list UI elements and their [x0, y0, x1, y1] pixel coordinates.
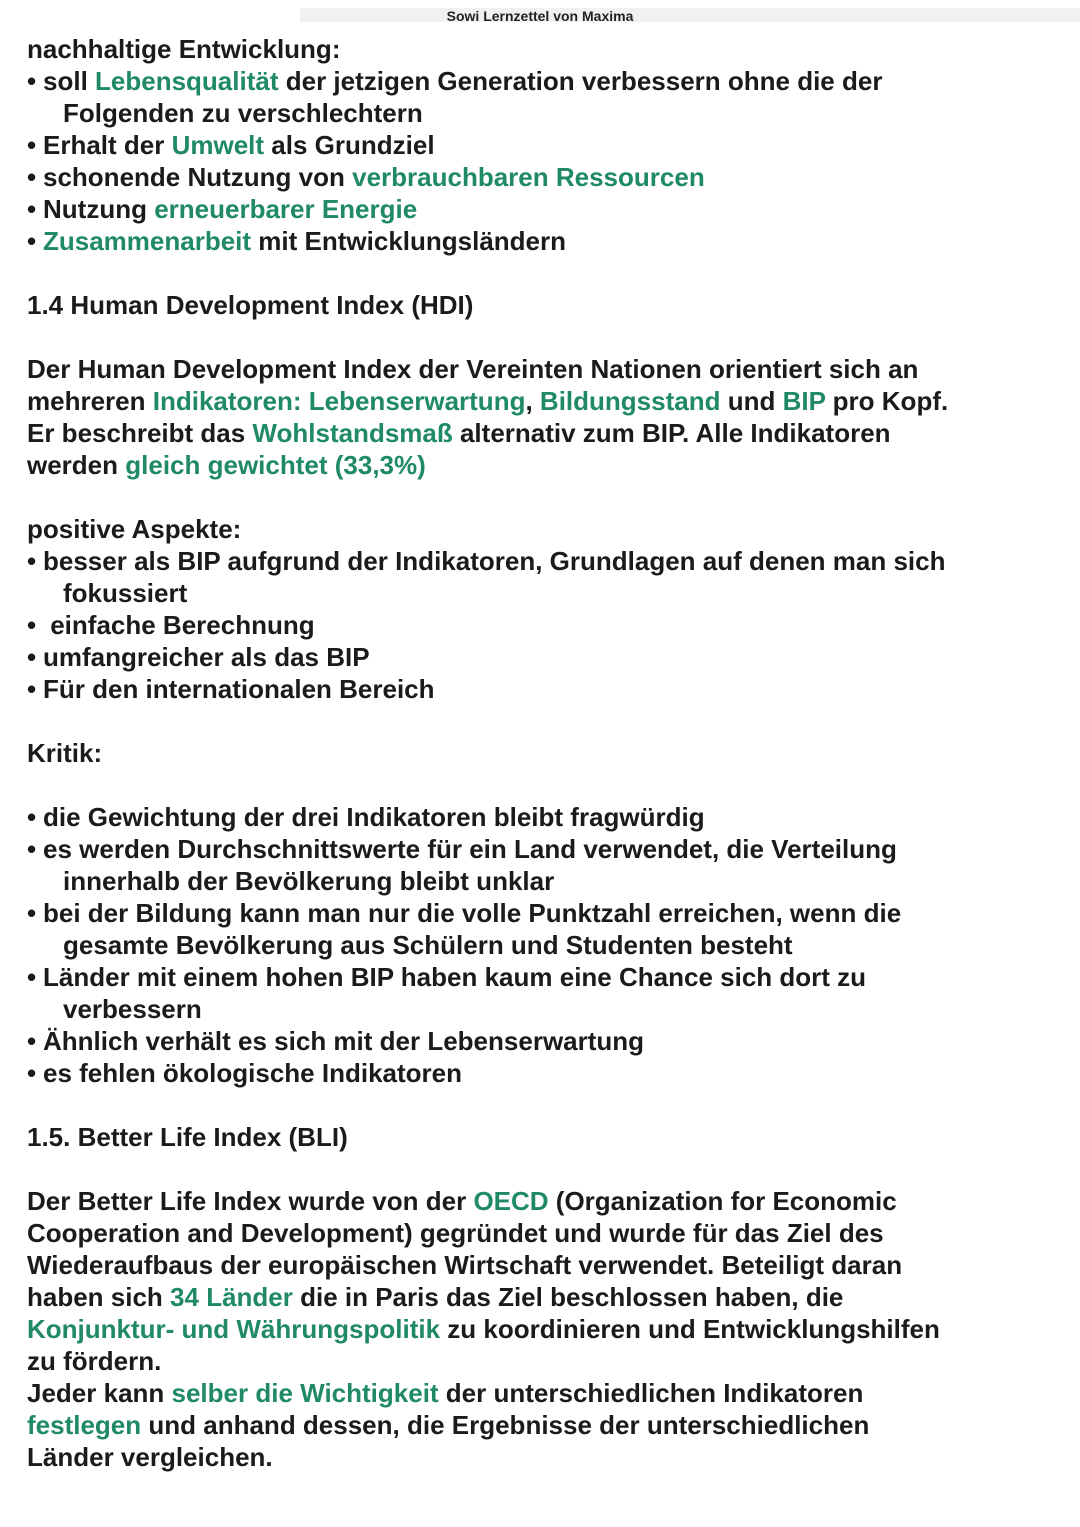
list-item-continuation: verbessern [63, 994, 202, 1024]
bli-paragraph-2: Jeder kann selber die Wichtigkeit der unterschiedlichen Indikatoren festlegen und anhand dessen, die Ergebnisse der unterschiedlichen Länder vergleichen. [27, 1378, 870, 1472]
hdi-paragraph: Der Human Development Index der Vereinten Nationen orientiert sich an mehreren Indikatoren: Lebenserwartung, Bildungsstand und BIP pro Kopf. Er beschreibt das Wohlstandsmaß alternativ zum BIP. Alle Indikatoren werden gleich gewichtet (33,3%) [27, 354, 949, 480]
sustainability-heading: nachhaltige Entwicklung: [27, 34, 341, 64]
bullet-icon: • [27, 66, 37, 96]
list-item: • Ähnlich verhält es sich mit der Lebenserwartung [27, 1026, 645, 1056]
bullet-icon: • [27, 1058, 37, 1088]
list-item: • es werden Durchschnittswerte für ein Land verwendet, die Verteilung innerhalb der Bevölkerung bleibt unklar [27, 834, 897, 896]
criticism-heading: Kritik: [27, 738, 103, 768]
bullet-icon: • [27, 194, 37, 224]
bullet-icon: • [27, 226, 37, 256]
bli-paragraph-1: Der Better Life Index wurde von der OECD (Organization for Economic Cooperation and Development) gegründet und wurde für das Ziel des Wiederaufbaus der europäischen Wirtschaft verwendet. Beteiligt daran haben sich 34 Länder die in Paris das Ziel beschlossen haben, die Konjunktur- und Währungspolitik zu koordinieren und Entwicklungshilfen zu fördern. [27, 1186, 940, 1376]
list-item: • Nutzung erneuerbarer Energie [27, 194, 418, 224]
list-item: • Erhalt der Umwelt als Grundziel [27, 130, 435, 160]
list-item-continuation: innerhalb der Bevölkerung bleibt unklar [63, 866, 555, 896]
bullet-icon: • [27, 546, 37, 576]
list-item: • besser als BIP aufgrund der Indikatoren, Grundlagen auf denen man sich fokussiert [27, 546, 946, 608]
header-title: Sowi Lernzettel von Maxima [446, 8, 634, 24]
list-item: • umfangreicher als das BIP [27, 642, 370, 672]
bullet-icon: • [27, 962, 37, 992]
list-item: • Für den internationalen Bereich [27, 674, 435, 704]
document-content [27, 33, 1067, 1473]
bullet-icon: • [27, 674, 37, 704]
bullet-icon: • [27, 130, 37, 160]
bullet-icon: • [27, 162, 37, 192]
bullet-icon: • [27, 898, 37, 928]
bullet-icon: • [27, 834, 37, 864]
list-item-continuation: fokussiert [63, 578, 188, 608]
list-item: • es fehlen ökologische Indikatoren [27, 1058, 462, 1088]
positive-heading: positive Aspekte: [27, 514, 242, 544]
list-item: • einfache Berechnung [27, 610, 315, 640]
list-item-continuation: Folgenden zu verschlechtern [63, 98, 423, 128]
bullet-icon: • [27, 1026, 37, 1056]
list-item: • bei der Bildung kann man nur die volle Punktzahl erreichen, wenn die gesamte Bevölkerung aus Schülern und Studenten besteht [27, 898, 902, 960]
list-item: • die Gewichtung der drei Indikatoren bleibt fragwürdig [27, 802, 705, 832]
list-item: • Zusammenarbeit mit Entwicklungsländern [27, 226, 567, 256]
bullet-icon: • [27, 610, 37, 640]
hdi-heading: 1.4 Human Development Index (HDI) [27, 290, 474, 320]
list-item: • Länder mit einem hohen BIP haben kaum eine Chance sich dort zu verbessern [27, 962, 867, 1024]
list-item: • schonende Nutzung von verbrauchbaren Ressourcen [27, 162, 705, 192]
list-item-continuation: gesamte Bevölkerung aus Schülern und Studenten besteht [63, 930, 793, 960]
list-item: • soll Lebensqualität der jetzigen Generation verbessern ohne die der Folgenden zu verschlechtern [27, 66, 883, 128]
bli-heading: 1.5. Better Life Index (BLI) [27, 1122, 348, 1152]
bullet-icon: • [27, 802, 37, 832]
bullet-icon: • [27, 642, 37, 672]
